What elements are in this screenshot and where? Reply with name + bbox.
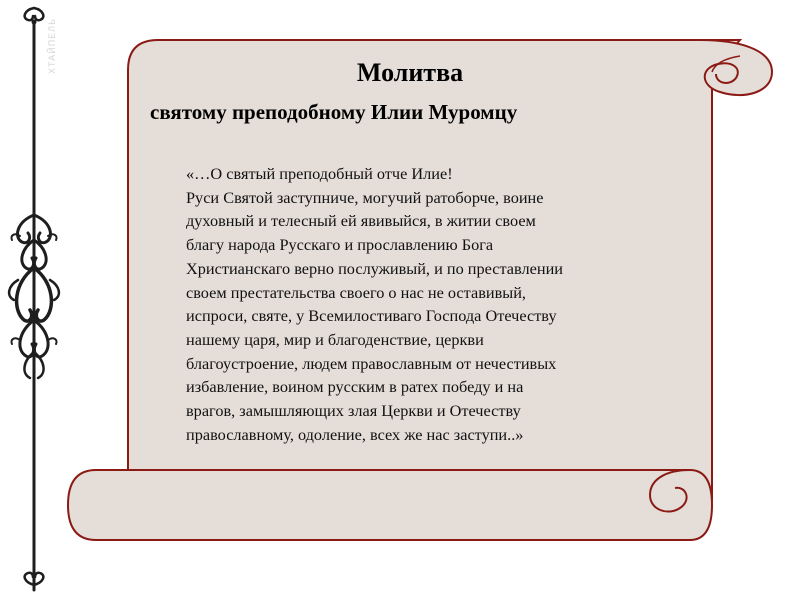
prayer-title: Молитва [356, 58, 464, 87]
watermark-text: ХТАЙПЕЛЬ [47, 18, 57, 74]
prayer-subtitle: святому преподобному Илии Муромцу [150, 100, 518, 124]
prayer-text: «…О святый преподобный отче Илие! Руси Святой заступниче, могучий ратоборче, воине духовный и телесный ей явивыйся, в житии своем благу народа Русскаго и прославлению Бога Христианскаго верно послуживый, и по преставлении своем престательства своего о нас не оставивый, испроси, святе, у Всемилостиваго Господа Отечеству нашему царя, мир и благоденствие, церкви благоустроение, людем православным от нечестивых избавление, воином русским в ратех победу и на врагов, замышляющих злая Церкви и Отечеству православному, одоление, всех же нас заступи..» [186, 164, 563, 444]
